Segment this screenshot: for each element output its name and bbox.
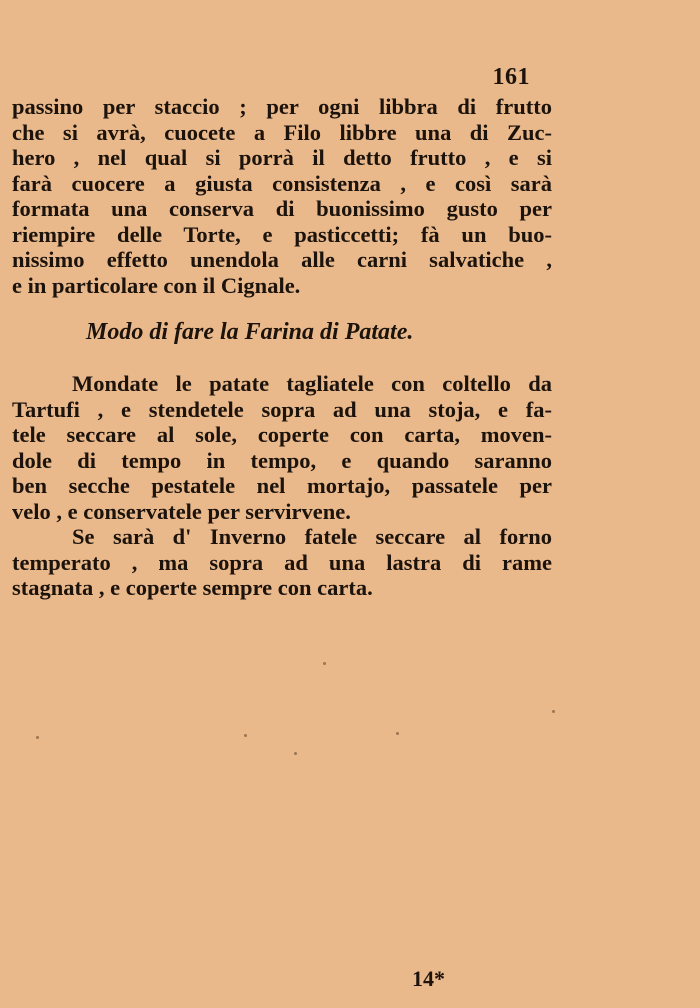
text-line: Tartufi , e stendetele sopra ad una stoja, e fa- <box>12 396 552 422</box>
paper-speck <box>294 752 297 755</box>
paper-speck <box>552 710 555 713</box>
text-line: ben secche pestatele nel mortajo, passatele per <box>12 473 552 498</box>
text-line: passino per staccio ; per ogni libbra di frutto <box>12 94 552 119</box>
text-line: farà cuocere a giusta consistenza , e così sarà <box>12 170 552 196</box>
text-line: nissimo effetto unendola alle carni salvatiche , <box>12 247 552 272</box>
section-heading: Modo di fare la Farina di Patate. <box>86 319 414 345</box>
text-line: stagnata , e coperte sempre con carta. <box>12 575 373 600</box>
text-line: Se sarà d' Inverno fatele seccare al forno <box>72 524 552 549</box>
signature-mark: 14* <box>412 966 445 991</box>
paper-speck <box>396 732 399 735</box>
paper-speck <box>36 736 39 739</box>
text-line: che si avrà, cuocete a Filo libbre una di Zuc- <box>12 119 552 145</box>
page-number: 161 <box>492 64 530 90</box>
recipe-text <box>12 371 552 601</box>
text-line: formata una conserva di buonissimo gusto per <box>12 196 552 221</box>
text-line: dole di tempo in tempo, e quando saranno <box>12 447 552 473</box>
paragraph-continuation <box>12 94 552 298</box>
text-line: e in particolare con il Cignale. <box>12 272 301 298</box>
text-line: Mondate le patate tagliatele con coltello da <box>72 371 552 396</box>
paper-speck <box>244 734 247 737</box>
text-line: riempire delle Torte, e pasticcetti; fà un buo- <box>12 221 552 247</box>
text-line: velo , e conservatele per servirvene. <box>12 498 351 524</box>
text-line: hero , nel qual si porrà il detto frutto , e si <box>12 145 552 170</box>
text-line: temperato , ma sopra ad una lastra di rame <box>12 549 552 575</box>
paper-speck <box>323 662 326 665</box>
text-line: tele seccare al sole, coperte con carta, moven- <box>12 422 552 447</box>
